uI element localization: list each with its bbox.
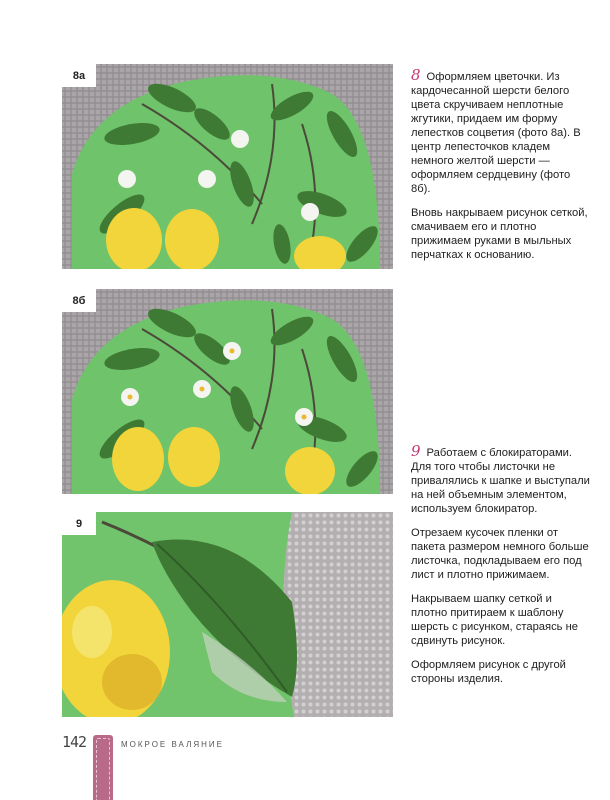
photo-9-label: 9 [62,512,96,535]
step-9-paragraph-1-text: Работаем с блокираторами. Для того чтобы листочки не привалялись к шапке и выступали на ней объемным элементом, используем блокиратор. [411,447,590,515]
step-9-paragraph-1 [411,444,591,516]
running-title: МОКРОЕ ВАЛЯНИЕ [121,740,224,749]
step-8-paragraph-1 [411,68,591,196]
photo-8a [62,64,393,269]
photo-8b-label: 8б [62,289,96,312]
photo-9 [62,512,393,717]
step-9-number: 9 [411,442,421,460]
photo-8b-image [62,289,393,494]
page-number: 142 [62,733,87,751]
step-8-number: 8 [411,66,421,84]
step-9-text [411,444,591,696]
step-9-paragraph-4: Оформляем рисунок с другой стороны изделия. [411,659,566,685]
step-8-paragraph-2: Вновь накрываем рисунок сеткой, смачиваем его и плотно прижимаем руками в мыльных перчатках к основанию. [411,207,588,261]
step-8-paragraph-1-text: Оформляем цветочки. Из кардочесанной шерсти белого цвета скручиваем неплотные жгутики, придаем им форму лепестков соцветия (фото 8а). В центр лепесточков кладем немного желтой шерсти — оформляем сердцевину (фото 8б). [411,71,581,195]
photo-9-image [62,512,393,717]
bookmark-tab [93,735,113,800]
photo-8a-label: 8а [62,64,96,87]
step-8-text [411,68,591,272]
step-9-paragraph-3: Накрываем шапку сеткой и плотно притираем к шаблону шерсть с рисунком, стараясь не сдвинуть рисунок. [411,593,579,647]
photo-8b [62,289,393,494]
photo-8a-image [62,64,393,269]
step-9-paragraph-2: Отрезаем кусочек пленки от пакета размером немного больше листочка, подкладываем его под лист и плотно прижимаем. [411,527,589,581]
